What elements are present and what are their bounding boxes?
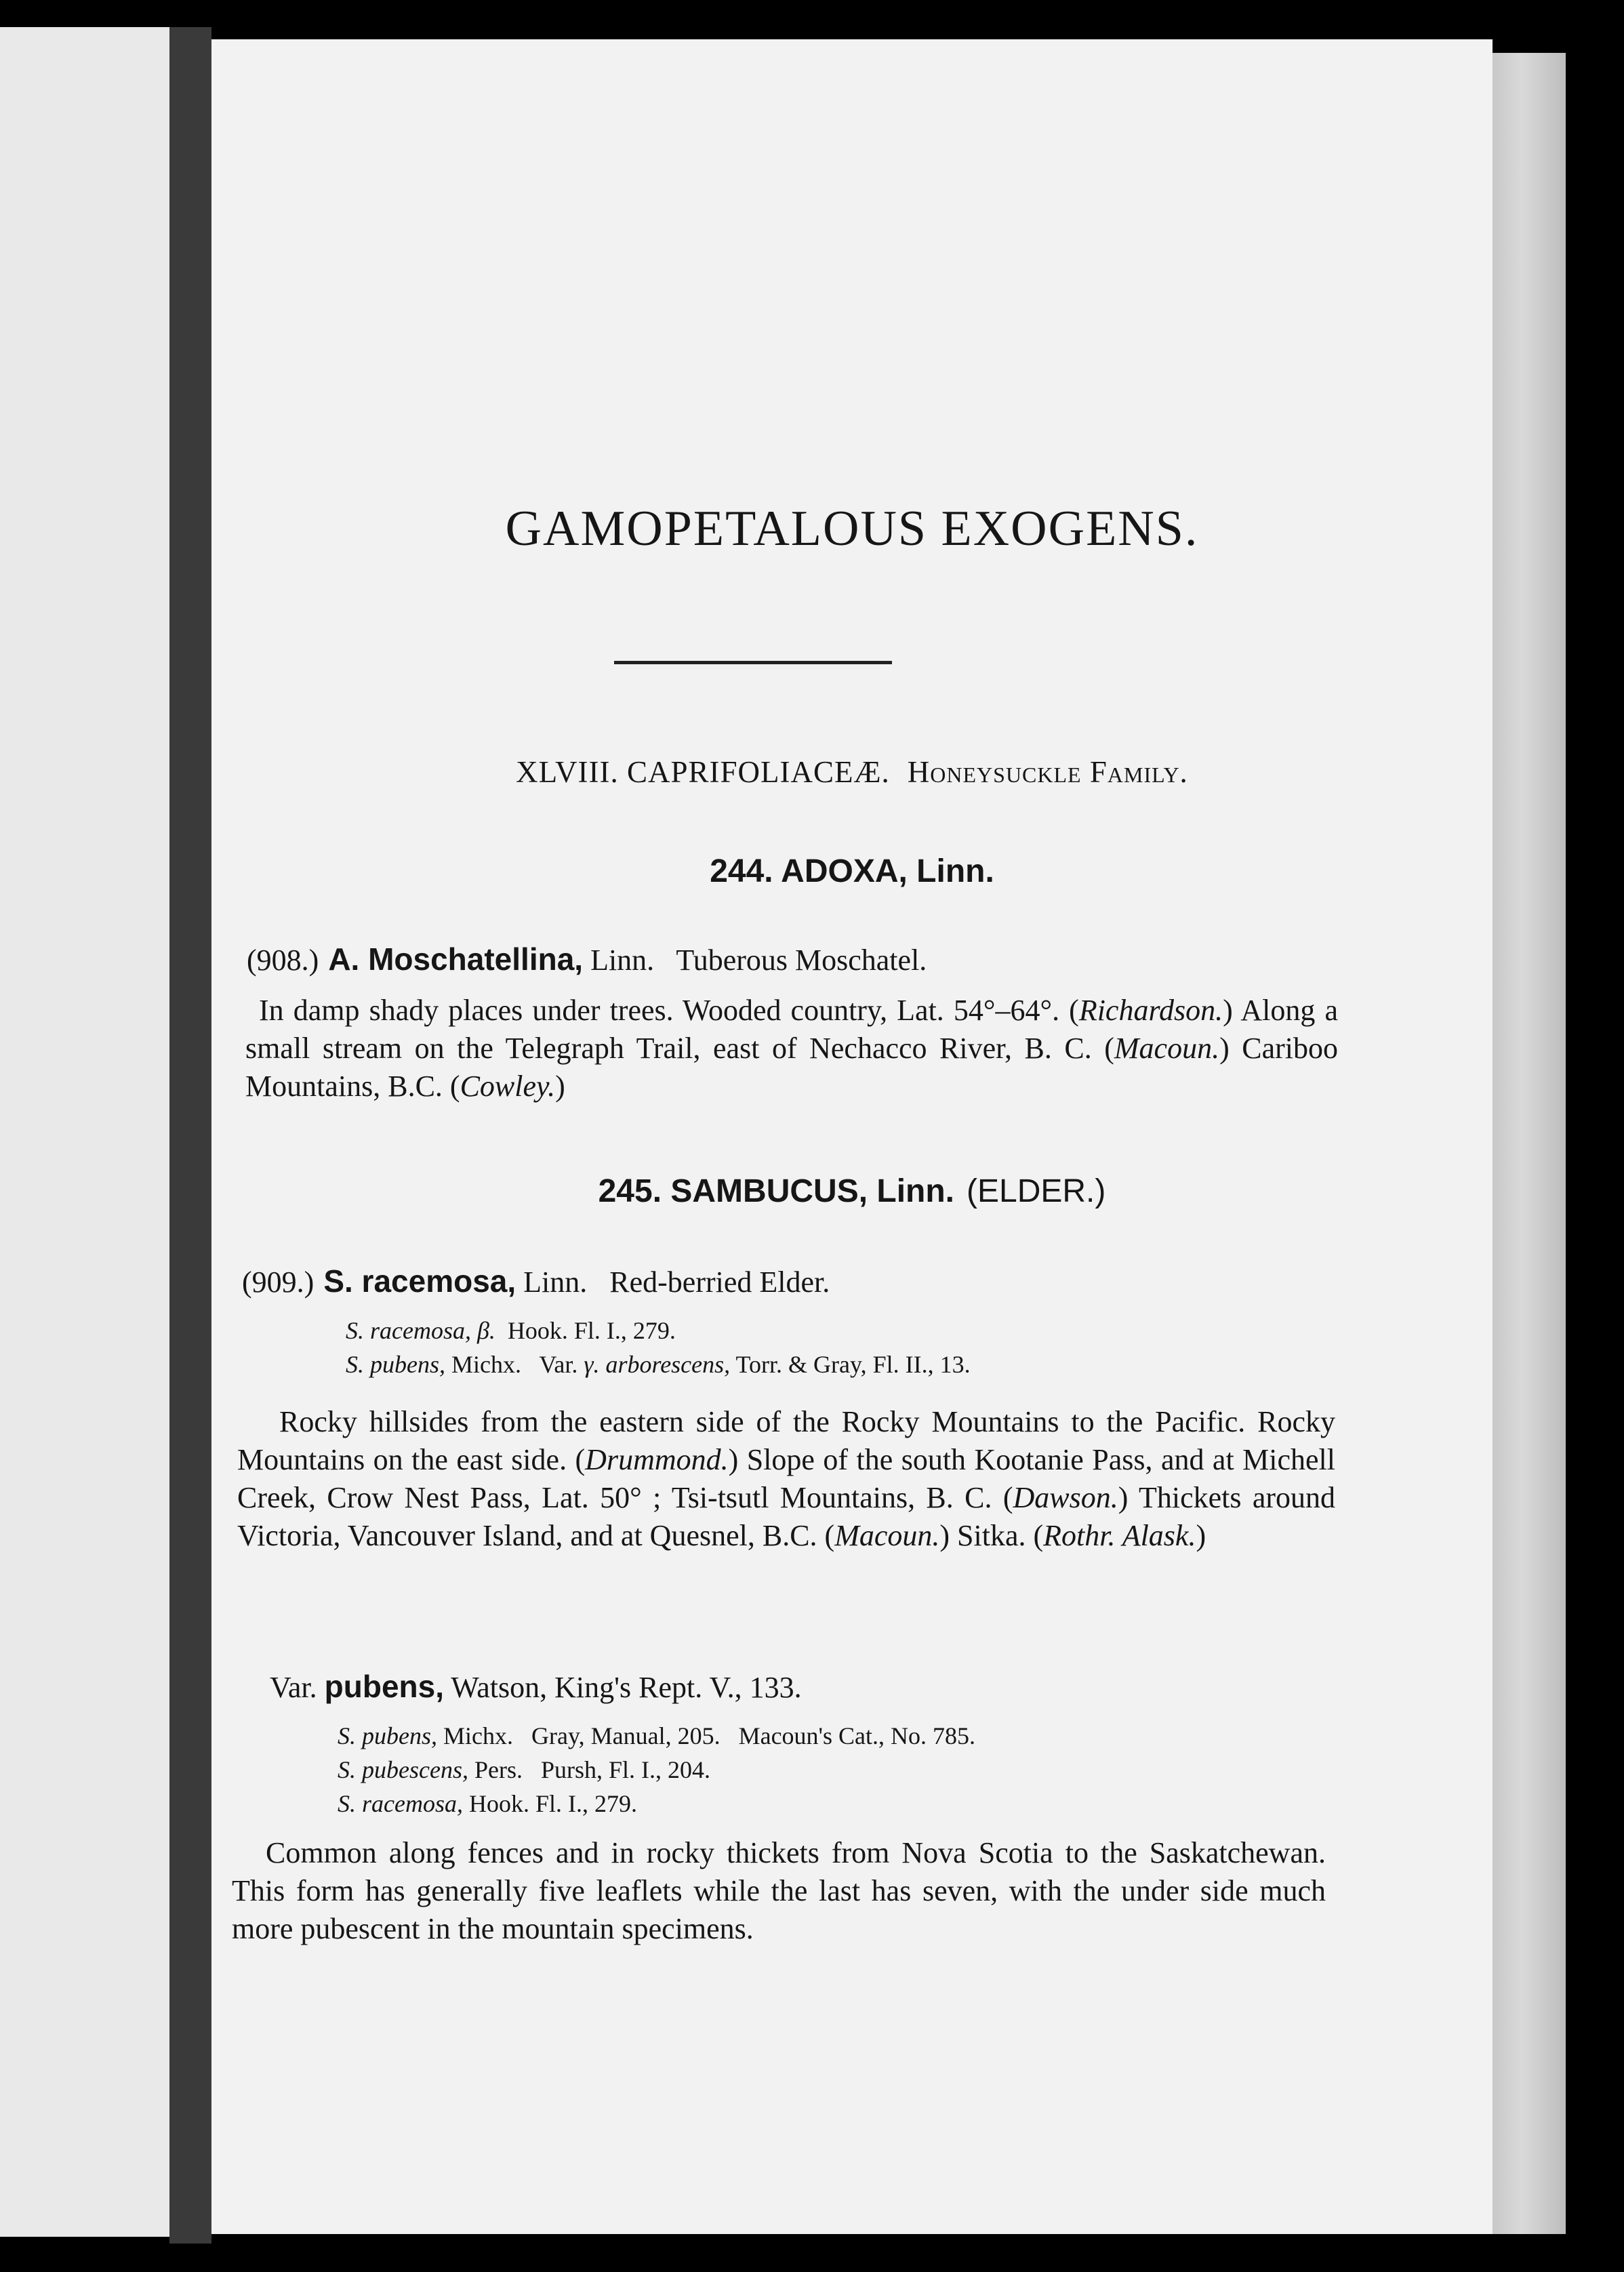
family-common-name: Honeysuckle Family. xyxy=(907,755,1188,789)
species-name: A. Moschatellina, xyxy=(328,941,584,977)
habitat-paragraph-909 xyxy=(237,1403,1335,1555)
genus-common-name: (ELDER.) xyxy=(967,1173,1106,1209)
synonym-reference: Pers. Pursh, Fl. I., 204. xyxy=(468,1756,710,1783)
text-run: ) xyxy=(555,1070,565,1103)
text-run: Rocky hillsides from the eastern side of the Rocky Mountains to the Pacific. Rocky Mountains on the east side. ( xyxy=(237,1405,1335,1476)
synonym-line xyxy=(346,1347,971,1381)
synonym-name: S. racemosa, β. xyxy=(346,1317,495,1344)
entry-number: (909.) xyxy=(242,1265,314,1299)
genus-heading-adoxa xyxy=(211,853,1493,890)
habitat-paragraph-908 xyxy=(245,992,1338,1105)
family-name: XLVIII. CAPRIFOLIACEÆ. xyxy=(516,755,890,789)
synonym-name: S. racemosa, xyxy=(338,1790,463,1817)
collector-name: Cowley. xyxy=(460,1070,556,1103)
family-heading xyxy=(211,754,1493,790)
synonym-reference: Hook. Fl. I., 279. xyxy=(495,1317,676,1344)
synonym-name: S. pubens, xyxy=(346,1351,445,1378)
text-run: ) Cariboo Mountains, B.C. ( xyxy=(245,1032,1339,1103)
book-spine xyxy=(169,27,211,2244)
synonym-reference: Michx. Var. xyxy=(445,1351,584,1378)
text-run: ) Slope of the south Kootanie Pass, and at Michell Creek, Crow Nest Pass, Lat. 50° ; Tsi-tsutl Mountains, B. C. ( xyxy=(237,1443,1335,1514)
synonym-reference: Torr. & Gray, Fl. II., 13. xyxy=(730,1351,971,1378)
synonym-name: S. pubescens, xyxy=(338,1756,468,1783)
synonym-line xyxy=(338,1787,975,1821)
species-entry-909 xyxy=(242,1263,830,1299)
collector-name: Macoun. xyxy=(1114,1032,1220,1065)
species-authority: Linn. Tuberous Moschatel. xyxy=(590,944,927,977)
synonym-line xyxy=(338,1753,975,1787)
synonym-list-909 xyxy=(346,1314,971,1381)
synonym-reference: Michx. Gray, Manual, 205. Macoun's Cat., No. 785. xyxy=(437,1722,976,1749)
variety-authority: Watson, King's Rept. V., 133. xyxy=(451,1671,802,1704)
text-run: In damp shady places under trees. Wooded country, Lat. 54°–64°. ( xyxy=(259,994,1079,1027)
text-run: Common along fences and in rocky thickets from Nova Scotia to the Saskatchewan. This form has generally five leaflets while the last has seven, with the under side much more pubescent in the mountain specimens. xyxy=(232,1836,1326,1945)
page-stack-edge xyxy=(1493,53,1566,2234)
species-name: S. racemosa, xyxy=(323,1263,516,1299)
synonym-name: S. pubens, xyxy=(338,1722,437,1749)
species-entry-908 xyxy=(247,941,927,977)
variety-name: pubens, xyxy=(324,1669,444,1704)
text-run: ) Thickets around Victoria, Vancouver Island, and at Quesnel, B.C. ( xyxy=(237,1481,1336,1552)
habitat-paragraph-pubens xyxy=(232,1834,1326,1948)
synonym-list-pubens xyxy=(338,1719,975,1821)
variety-prefix: Var. xyxy=(270,1671,317,1704)
text-run: ) Along a small stream on the Telegraph Trail, east of Nechacco River, B. C. ( xyxy=(245,994,1338,1065)
species-authority: Linn. Red-berried Elder. xyxy=(523,1265,830,1299)
collector-name: Drummond. xyxy=(585,1443,729,1476)
synonym-reference: Hook. Fl. I., 279. xyxy=(462,1790,637,1817)
text-run: ) Sitka. ( xyxy=(939,1519,1044,1552)
genus-heading-text: 244. ADOXA, Linn. xyxy=(710,853,994,889)
text-run: ) xyxy=(1196,1519,1206,1552)
genus-heading-sambucus xyxy=(211,1173,1493,1210)
collector-name: Dawson. xyxy=(1013,1481,1118,1514)
collector-name: Richardson. xyxy=(1078,994,1223,1027)
book-page xyxy=(211,39,1493,2234)
page-title: GAMOPETALOUS EXOGENS. xyxy=(505,501,1199,556)
title-rule xyxy=(614,661,892,664)
left-page-edge xyxy=(0,27,169,2237)
variety-entry-pubens xyxy=(270,1668,802,1705)
entry-number: (908.) xyxy=(247,944,319,977)
collector-name: Macoun. xyxy=(834,1519,940,1552)
synonym-line xyxy=(338,1719,975,1753)
synonym-name: γ. arborescens, xyxy=(584,1351,731,1378)
synonym-line xyxy=(346,1314,971,1347)
genus-heading-text: 245. SAMBUCUS, Linn. xyxy=(598,1173,955,1209)
collector-name: Rothr. Alask. xyxy=(1043,1519,1196,1552)
